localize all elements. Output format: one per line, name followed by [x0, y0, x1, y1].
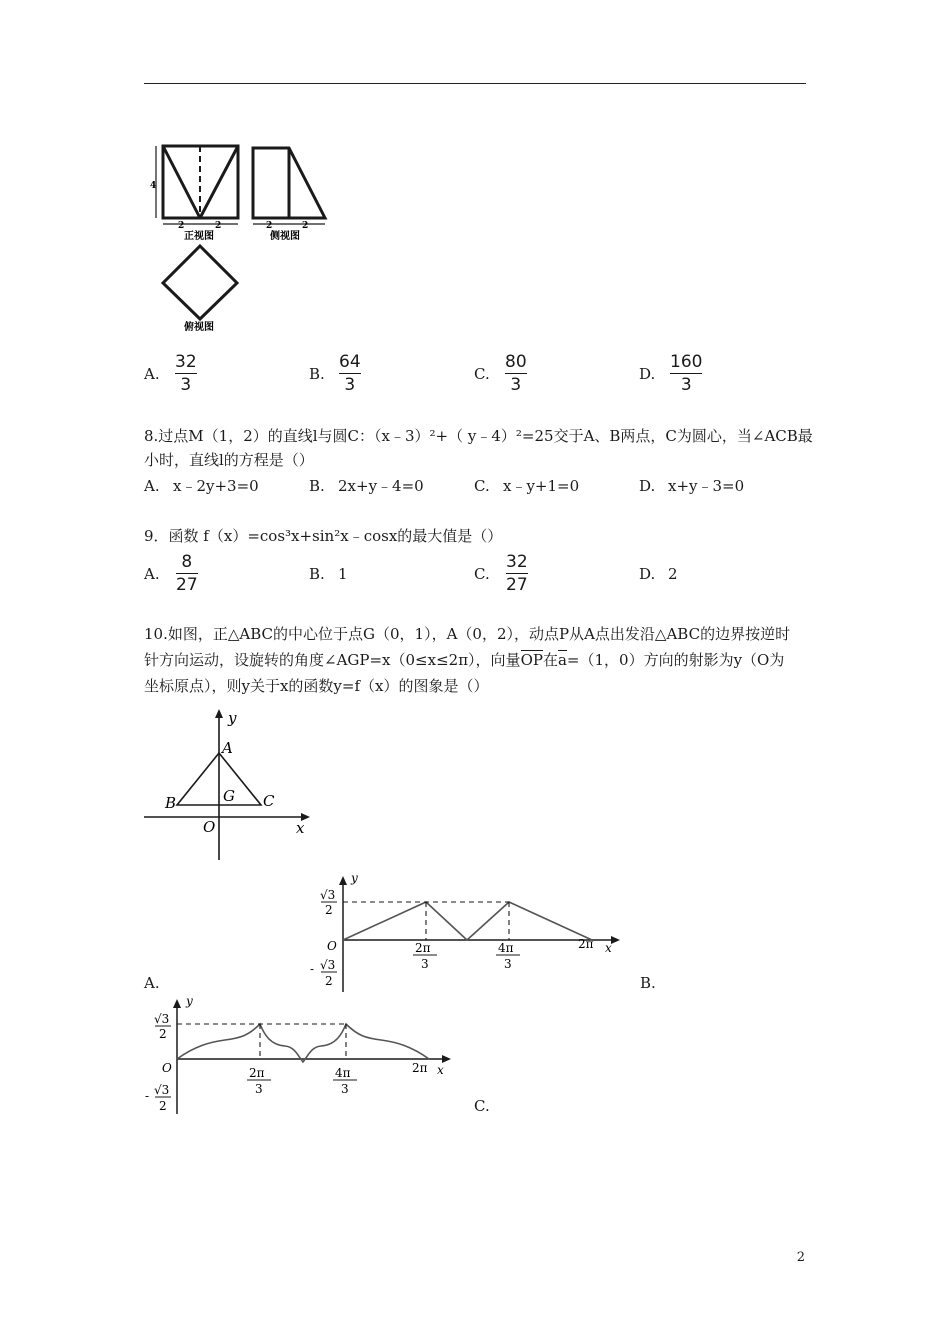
q10-option-c-label: C.: [474, 1097, 490, 1115]
fig-label-o: O: [203, 818, 216, 836]
graph-a-2pi: 2π: [578, 937, 594, 951]
q8-stem-line1: 8.过点M（1，2）的直线l与圆C：（x﹣3）²+（ y﹣4）²=25交于A、B两点，C为圆心，当∠ACB最: [144, 427, 813, 445]
numerator: 80: [505, 352, 527, 372]
q9-option-b-text: 1: [338, 565, 348, 583]
graph-option-a: [305, 868, 625, 993]
q7-option-c-label: C.: [474, 365, 490, 383]
numerator: 32: [175, 352, 197, 372]
q8-option-d-label: D.: [639, 477, 656, 495]
fig-label-y: y: [228, 709, 237, 727]
q8-option-c-label: C.: [474, 477, 490, 495]
dim-d: 2: [302, 221, 309, 231]
graph-b-2pi: 2π: [412, 1061, 428, 1075]
q7-option-a-fraction: [175, 352, 197, 395]
graph-a-y-label: y: [351, 871, 358, 885]
graph-b-y-label: y: [186, 994, 193, 1008]
graph-a-sqrt3: √3: [320, 888, 336, 902]
q10-stem-line2: [144, 648, 784, 672]
three-view-figure: [148, 138, 333, 333]
fig-label-a: A: [222, 739, 233, 757]
q10-option-a-label: A.: [144, 974, 160, 992]
graph-b-neg: -: [145, 1089, 150, 1103]
q8-option-b-label: B.: [309, 477, 325, 495]
q10-stem-line1: 10.如图，正△ABC的中心位于点G（0，1），A（0，2），动点P从A点出发沿△ABC的边界按逆时: [144, 625, 791, 643]
q7-option-d-label: D.: [639, 365, 656, 383]
q9-option-a-fraction: [176, 552, 198, 595]
triangle-figure: [140, 705, 315, 865]
q10-line2-part1: 针方向运动，设旋转的角度∠AGP=x（0≤x≤2π），向量: [144, 651, 521, 669]
q8-option-a-text: x﹣2y+3=0: [173, 477, 259, 495]
q7-option-a-label: A.: [144, 365, 160, 383]
q9-option-a-label: A.: [144, 565, 160, 583]
graph-a-neg-sqrt3: √3: [320, 958, 336, 972]
denominator: 3: [510, 375, 522, 395]
q10-option-b-label: B.: [640, 974, 656, 992]
dim-b: 2: [215, 221, 222, 231]
graph-b-4pi3-den: 3: [341, 1082, 349, 1096]
graph-b-x-label: x: [437, 1063, 444, 1077]
numerator: 8: [181, 552, 193, 572]
vector-a: a: [558, 648, 567, 672]
graph-b-2pi3-den: 3: [255, 1082, 263, 1096]
dim-a: 2: [178, 221, 185, 231]
graph-a-two: 2: [325, 903, 333, 917]
graph-a-4pi3-num: 4π: [498, 941, 514, 955]
fig-label-c: C: [263, 792, 275, 810]
q8-option-d-text: x+y﹣3=0: [668, 477, 745, 495]
graph-b-sqrt3: √3: [154, 1012, 170, 1026]
q8-stem-line2: 小时，直线l的方程是（）: [144, 451, 314, 469]
q9-stem: 9．函数 f（x）=cos³x+sin²x﹣cosx的最大值是（）: [144, 527, 503, 545]
q9-option-c-label: C.: [474, 565, 490, 583]
numerator: 64: [339, 352, 361, 372]
graph-a-2pi3-num: 2π: [415, 941, 431, 955]
q10-line2-part3: =（1，0）方向的射影为y（O为: [566, 651, 785, 669]
graph-a-x-label: x: [605, 941, 612, 955]
page-number: 2: [796, 1250, 805, 1265]
q7-option-c-fraction: [505, 352, 527, 395]
numerator: 32: [506, 552, 528, 572]
graph-b-4pi3-num: 4π: [335, 1066, 351, 1080]
q8-option-b-text: 2x+y﹣4=0: [338, 477, 424, 495]
q7-option-d-fraction: [670, 352, 702, 395]
front-view-caption: 正视图: [184, 231, 214, 242]
graph-b-two: 2: [159, 1027, 167, 1041]
graph-b-2pi3-num: 2π: [249, 1066, 265, 1080]
denominator: 27: [506, 575, 528, 595]
dim-height: 4: [150, 181, 157, 191]
numerator: 160: [670, 352, 703, 372]
graph-option-b: [140, 990, 460, 1120]
q10-line2-part2: 在: [542, 651, 558, 669]
q9-option-d-label: D.: [639, 565, 656, 583]
q8-option-c-text: x﹣y+1=0: [503, 477, 580, 495]
q7-option-b-fraction: [339, 352, 361, 395]
graph-b-origin: O: [162, 1061, 172, 1075]
side-view-caption: 侧视图: [270, 231, 300, 242]
denominator: 27: [176, 575, 198, 595]
q8-option-a-label: A.: [144, 477, 160, 495]
graph-a-2pi3-den: 3: [421, 957, 429, 971]
q9-option-c-fraction: [506, 552, 528, 595]
q9-option-b-label: B.: [309, 565, 325, 583]
denominator: 3: [344, 375, 356, 395]
graph-a-neg-two: 2: [325, 974, 333, 988]
graph-a-4pi3-den: 3: [504, 957, 512, 971]
header-rule: [144, 83, 806, 84]
fig-label-g: G: [223, 787, 235, 805]
graph-a-neg: -: [310, 962, 315, 976]
graph-b-neg-sqrt3: √3: [154, 1083, 170, 1097]
q9-option-d-text: 2: [668, 565, 678, 583]
graph-a-origin: O: [327, 939, 337, 953]
denominator: 3: [680, 375, 692, 395]
vector-op: OP: [521, 648, 543, 672]
q10-stem-line3: 坐标原点），则y关于x的函数y=f（x）的图象是（）: [144, 677, 489, 695]
graph-b-neg-two: 2: [159, 1099, 167, 1113]
front-view: [163, 146, 238, 218]
dim-c: 2: [266, 221, 273, 231]
fig-label-x: x: [296, 819, 305, 837]
top-view: [163, 246, 237, 319]
side-view: [253, 148, 325, 218]
top-view-caption: 俯视图: [184, 322, 214, 333]
fig-label-b: B: [165, 794, 177, 812]
q7-option-b-label: B.: [309, 365, 325, 383]
denominator: 3: [180, 375, 192, 395]
